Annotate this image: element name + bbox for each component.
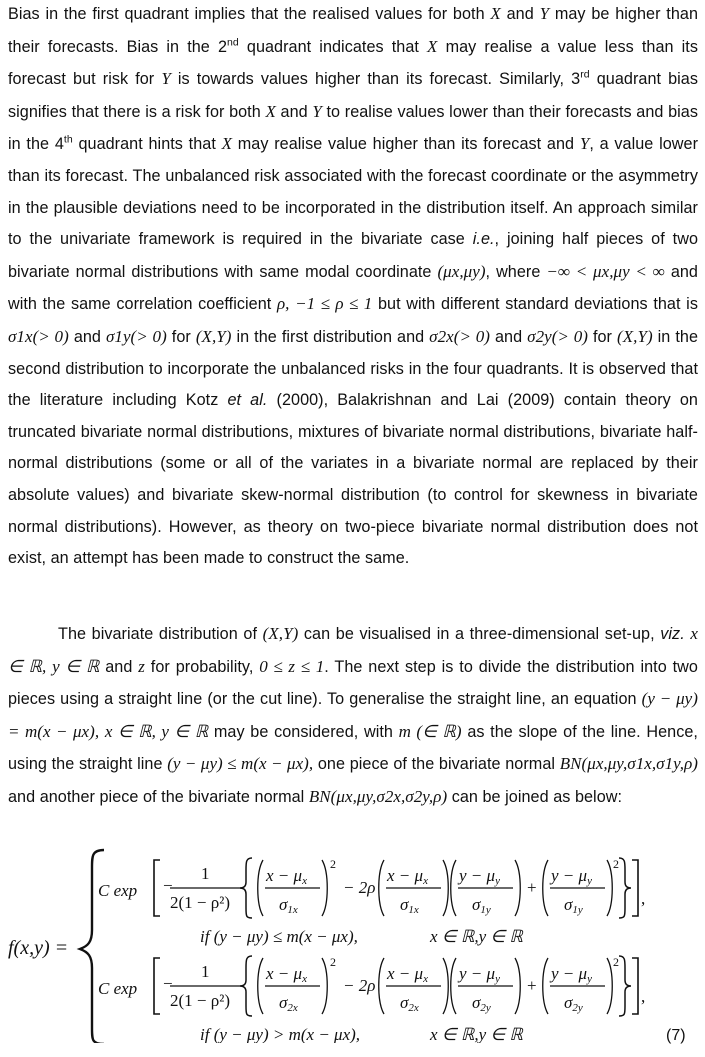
svg-text:σ2y: σ2y	[564, 993, 583, 1014]
svg-text:σ2x: σ2x	[400, 993, 419, 1014]
svg-text:,: ,	[641, 987, 646, 1006]
svg-text:2(1 − ρ²): 2(1 − ρ²)	[170, 893, 230, 912]
case-2	[98, 955, 645, 1043]
svg-text:−: −	[163, 974, 173, 993]
svg-text:σ1x: σ1x	[400, 895, 419, 916]
svg-text:y − μy: y − μy	[551, 866, 592, 887]
svg-text:2: 2	[613, 955, 619, 969]
svg-text:x − μx: x − μx	[387, 866, 428, 887]
condition-2: if (y − μy) > m(x − μx),	[200, 1025, 361, 1043]
case-1	[98, 857, 645, 946]
svg-text:+: +	[527, 976, 537, 995]
equation-7	[0, 838, 705, 1043]
svg-text:2: 2	[330, 857, 336, 871]
svg-text:− 2ρ: − 2ρ	[343, 878, 376, 897]
svg-text:x − μx: x − μx	[266, 866, 307, 887]
svg-text:σ2y: σ2y	[472, 993, 491, 1014]
svg-text:σ1y: σ1y	[564, 895, 583, 916]
left-brace	[80, 850, 104, 1043]
svg-text:−: −	[163, 876, 173, 895]
domain-1: x ∈ ℝ,y ∈ ℝ	[430, 927, 523, 946]
svg-text:− 2ρ: − 2ρ	[343, 976, 376, 995]
domain-2: x ∈ ℝ,y ∈ ℝ	[430, 1025, 523, 1043]
c-exp-2: C exp	[98, 979, 138, 998]
svg-text:σ1x: σ1x	[279, 895, 298, 916]
svg-text:y − μy: y − μy	[459, 964, 500, 985]
condition-1: if (y − μy) ≤ m(x − μx),	[200, 927, 358, 946]
svg-text:σ2x: σ2x	[279, 993, 298, 1014]
svg-text:1: 1	[201, 864, 210, 883]
svg-text:+: +	[527, 878, 537, 897]
equation-number: (7)	[666, 1027, 686, 1044]
svg-text:x − μx: x − μx	[387, 964, 428, 985]
svg-text:σ1y: σ1y	[472, 895, 491, 916]
svg-text:2: 2	[330, 955, 336, 969]
svg-text:,: ,	[641, 889, 646, 908]
svg-text:2(1 − ρ²): 2(1 − ρ²)	[170, 991, 230, 1010]
svg-text:y − μy: y − μy	[459, 866, 500, 887]
c-exp-1: C exp	[98, 881, 138, 900]
svg-text:y − μy: y − μy	[551, 964, 592, 985]
svg-text:1: 1	[201, 962, 210, 981]
svg-text:2: 2	[613, 857, 619, 871]
svg-text:x − μx: x − μx	[266, 964, 307, 985]
body-paragraph-1: Bias in the first quadrant implies that the realised values for both X and Y may be higher than their forecasts. Bias in the 2nd quadrant indicates that X may realise a value less than its forecast but risk for Y is towards values higher than its forecast. Similarly, 3rd quadrant bias signifies that there is a risk for both X and Y to realise values lower than their forecasts and bias in the 4th quadrant hints that X may realise value higher than its forecast and Y, a value lower than its forecast. The unbalanced risk associated with the forecast coordinate or the asymmetry in the plausible deviations need to be incorporated in the distribution itself. An approach similar to the univariate framework is required in the bivariate case i.e., joining half pieces of two bivariate normal distributions with same modal coordinate (μx,μy), where −∞ < μx,μy < ∞ and with the same correlation coefficient ρ, −1 ≤ ρ ≤ 1 but with different standard deviations that is σ1x(> 0) and σ1y(> 0) for (X,Y) in the first distribution and σ2x(> 0) and σ2y(> 0) for (X,Y) in the second distribution to incorporate the unbalanced risks in the four quadrants. It is observed that the literature including Kotz et al. (2000), Balakrishnan and Lai (2009) contain theory on truncated bivariate normal distributions, mixtures of bivariate normal distributions, bivariate half-normal distributions (some or all of the variates in a bivariate normal are replaced by their absolute values) and bivariate skew-normal distribution (to control for skewness in bivariate normal distributions). However, as theory on two-piece bivariate normal distribution does not exist, an attempt has been made to construct the same.	[8, 4, 699, 568]
body-paragraph-2: The bivariate distribution of (X,Y) can be visualised in a three-dimensional set-up, viz. x ∈ ℝ, y ∈ ℝ and z for probability, 0 ≤ z ≤ 1. The next step is to divide the distribution into two pieces using a straight line (or the cut line). To generalise the straight line, an equation (y − μy) = m(x − μx), x ∈ ℝ, y ∈ ℝ may be considered, with m (∈ ℝ) as the slope of the line. Hence, using the straight line (y − μy) ≤ m(x − μx), one piece of the bivariate normal BN(μx,μy,σ1x,σ1y,ρ) and another piece of the bivariate normal BN(μx,μy,σ2x,σ2y,ρ) can be joined as below:	[8, 624, 698, 806]
equation-lhs: f(x,y) =	[8, 937, 69, 959]
